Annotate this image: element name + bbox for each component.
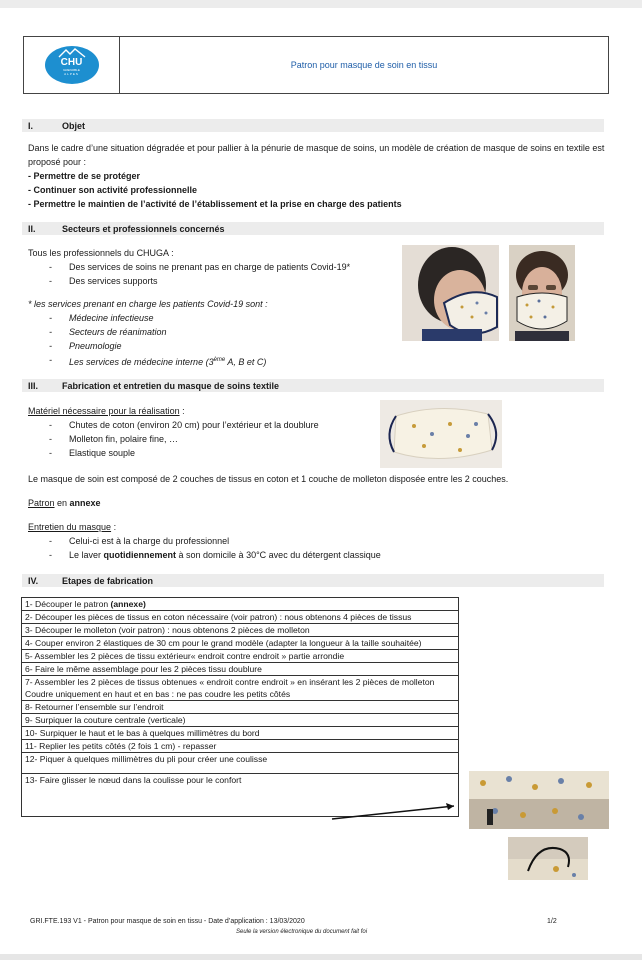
page-number: 1/2: [547, 918, 557, 925]
table-row: [22, 740, 459, 753]
logo-subtext: GRENOBLE: [63, 68, 80, 72]
table-cell: 2- Découper les pièces de tissus en coton nécessaire (voir patron) : nous obtenons 4 pièces de tissus: [22, 611, 459, 624]
table-cell: 13- Faire glisser le nœud dans la coulisse pour le confort: [22, 774, 459, 817]
section-number: II.: [28, 223, 36, 234]
list-item: - Le laver quotidiennement à son domicile à 30°C avec du détergent classique: [28, 548, 381, 562]
secteurs-list: [28, 260, 350, 288]
section-title: Etapes de fabrication: [62, 575, 154, 586]
section-heading-objet: [22, 119, 604, 132]
section-number: IV.: [28, 575, 39, 586]
bottom-edge: [0, 954, 642, 960]
list-item: - Des services de soins ne prenant pas en charge de patients Covid-19*: [28, 260, 350, 274]
table-row: [22, 663, 459, 676]
list-item: - Chutes de coton (environ 20 cm) pour l’extérieur et la doublure: [28, 418, 319, 432]
section-heading-fabrication: [22, 379, 604, 392]
table-row: [22, 701, 459, 714]
table-cell: 10- Surpiquer le haut et le bas à quelques millimètres du bord: [22, 727, 459, 740]
secteurs-lead: Tous les professionnels du CHUGA :: [28, 248, 174, 258]
coulisse-photo: [469, 771, 609, 829]
mask-photo-profile: [402, 245, 499, 341]
footer-note: Seule la version électronique du document fait foi: [236, 929, 368, 935]
table-cell: 6- Faire le même assemblage pour les 2 pièces tissu doublure: [22, 663, 459, 676]
list-item: - Celui-ci est à la charge du professionnel: [28, 534, 381, 548]
objet-item-1: - Permettre de se protéger: [28, 171, 141, 181]
table-row: [22, 753, 459, 774]
logo-cell: [24, 37, 120, 93]
arrow-icon: [330, 800, 465, 824]
document-title: Patron pour masque de soin en tissu: [290, 60, 438, 70]
table-row: [22, 727, 459, 740]
section-title: Objet: [62, 120, 86, 131]
list-item: - Médecine infectieuse: [28, 311, 266, 325]
objet-intro: Dans le cadre d’une situation dégradée et pour pallier à la pénurie de masque de soins, un modèle de création de masque de soins en textile est proposé pour :: [28, 143, 605, 167]
table-cell: 4- Couper environ 2 élastiques de 30 cm pour le grand modèle (adapter la longueur à la taille souhaitée): [22, 637, 459, 650]
logo-text: CHU: [60, 57, 83, 68]
noeud-photo: [508, 837, 588, 880]
steps-table: [21, 597, 459, 817]
logo-mountain-icon: [58, 48, 86, 58]
table-cell: 9- Surpiquer la couture centrale (verticale): [22, 714, 459, 727]
objet-item-2: - Continuer son activité professionnelle: [28, 185, 198, 195]
entretien-label: Entretien du masque :: [28, 522, 117, 532]
mask-photo-front: [509, 245, 575, 341]
table-row: [22, 598, 459, 611]
table-row: [22, 611, 459, 624]
patron-line: Patron en annexe: [28, 498, 101, 508]
list-item: - Molleton fin, polaire fine, …: [28, 432, 319, 446]
objet-item-3: - Permettre le maintien de l’activité de l’établissement et la prise en charge des patients: [28, 199, 402, 209]
table-cell: 8- Retourner l’ensemble sur l’endroit: [22, 701, 459, 714]
list-item: - Pneumologie: [28, 339, 266, 353]
entretien-list: [28, 534, 381, 562]
table-row: [22, 714, 459, 727]
section-title: Secteurs et professionnels concernés: [62, 223, 225, 234]
document-header: [23, 36, 609, 94]
table-row: [22, 637, 459, 650]
table-row: [22, 676, 459, 701]
section-heading-secteurs: [22, 222, 604, 235]
list-item: - Des services supports: [28, 274, 350, 288]
table-cell: 12- Piquer à quelques millimètres du pli pour créer une coulisse: [22, 753, 459, 774]
covid-note: * les services prenant en charge les patients Covid-19 sont :: [28, 299, 268, 309]
table-cell: 1- Découper le patron (annexe): [22, 598, 459, 611]
materiel-list: [28, 418, 319, 460]
list-item: - Elastique souple: [28, 446, 319, 460]
table-cell: 7- Assembler les 2 pièces de tissus obtenues « endroit contre endroit » en insérant les 2 pièces de molleton Coudre uniquement en haut et en bas : ne pas coudre les petits côtés: [22, 676, 459, 701]
list-item: - Secteurs de réanimation: [28, 325, 266, 339]
covid-services-list: [28, 311, 266, 369]
materiel-label: Matériel nécessaire pour la réalisation :: [28, 406, 185, 416]
table-row: [22, 650, 459, 663]
table-cell: 3- Découper le molleton (voir patron) : nous obtenons 2 pièces de molleton: [22, 624, 459, 637]
list-item: - Les services de médecine interne (3ème A, B et C): [28, 353, 266, 369]
table-row: [22, 624, 459, 637]
top-edge: [0, 0, 642, 8]
footer-reference: GRI.FTE.193 V1 - Patron pour masque de soin en tissu - Date d’application : 13/03/2020: [30, 918, 305, 925]
chu-logo: [45, 46, 99, 84]
section-heading-etapes: [22, 574, 604, 587]
table-cell: 11- Replier les petits côtés (2 fois 1 cm) - repasser: [22, 740, 459, 753]
section-number: I.: [28, 120, 34, 131]
composition-text: Le masque de soin est composé de 2 couches de tissus en coton et 1 couche de molleton disposée entre les 2 couches.: [28, 474, 509, 484]
mask-flat-photo: [380, 400, 502, 468]
table-cell: 5- Assembler les 2 pièces de tissu extérieur« endroit contre endroit » partie arrondie: [22, 650, 459, 663]
section-number: III.: [28, 380, 39, 391]
logo-subtext-2: ALPES: [64, 72, 79, 76]
section-title: Fabrication et entretien du masque de soins textile: [62, 380, 280, 391]
